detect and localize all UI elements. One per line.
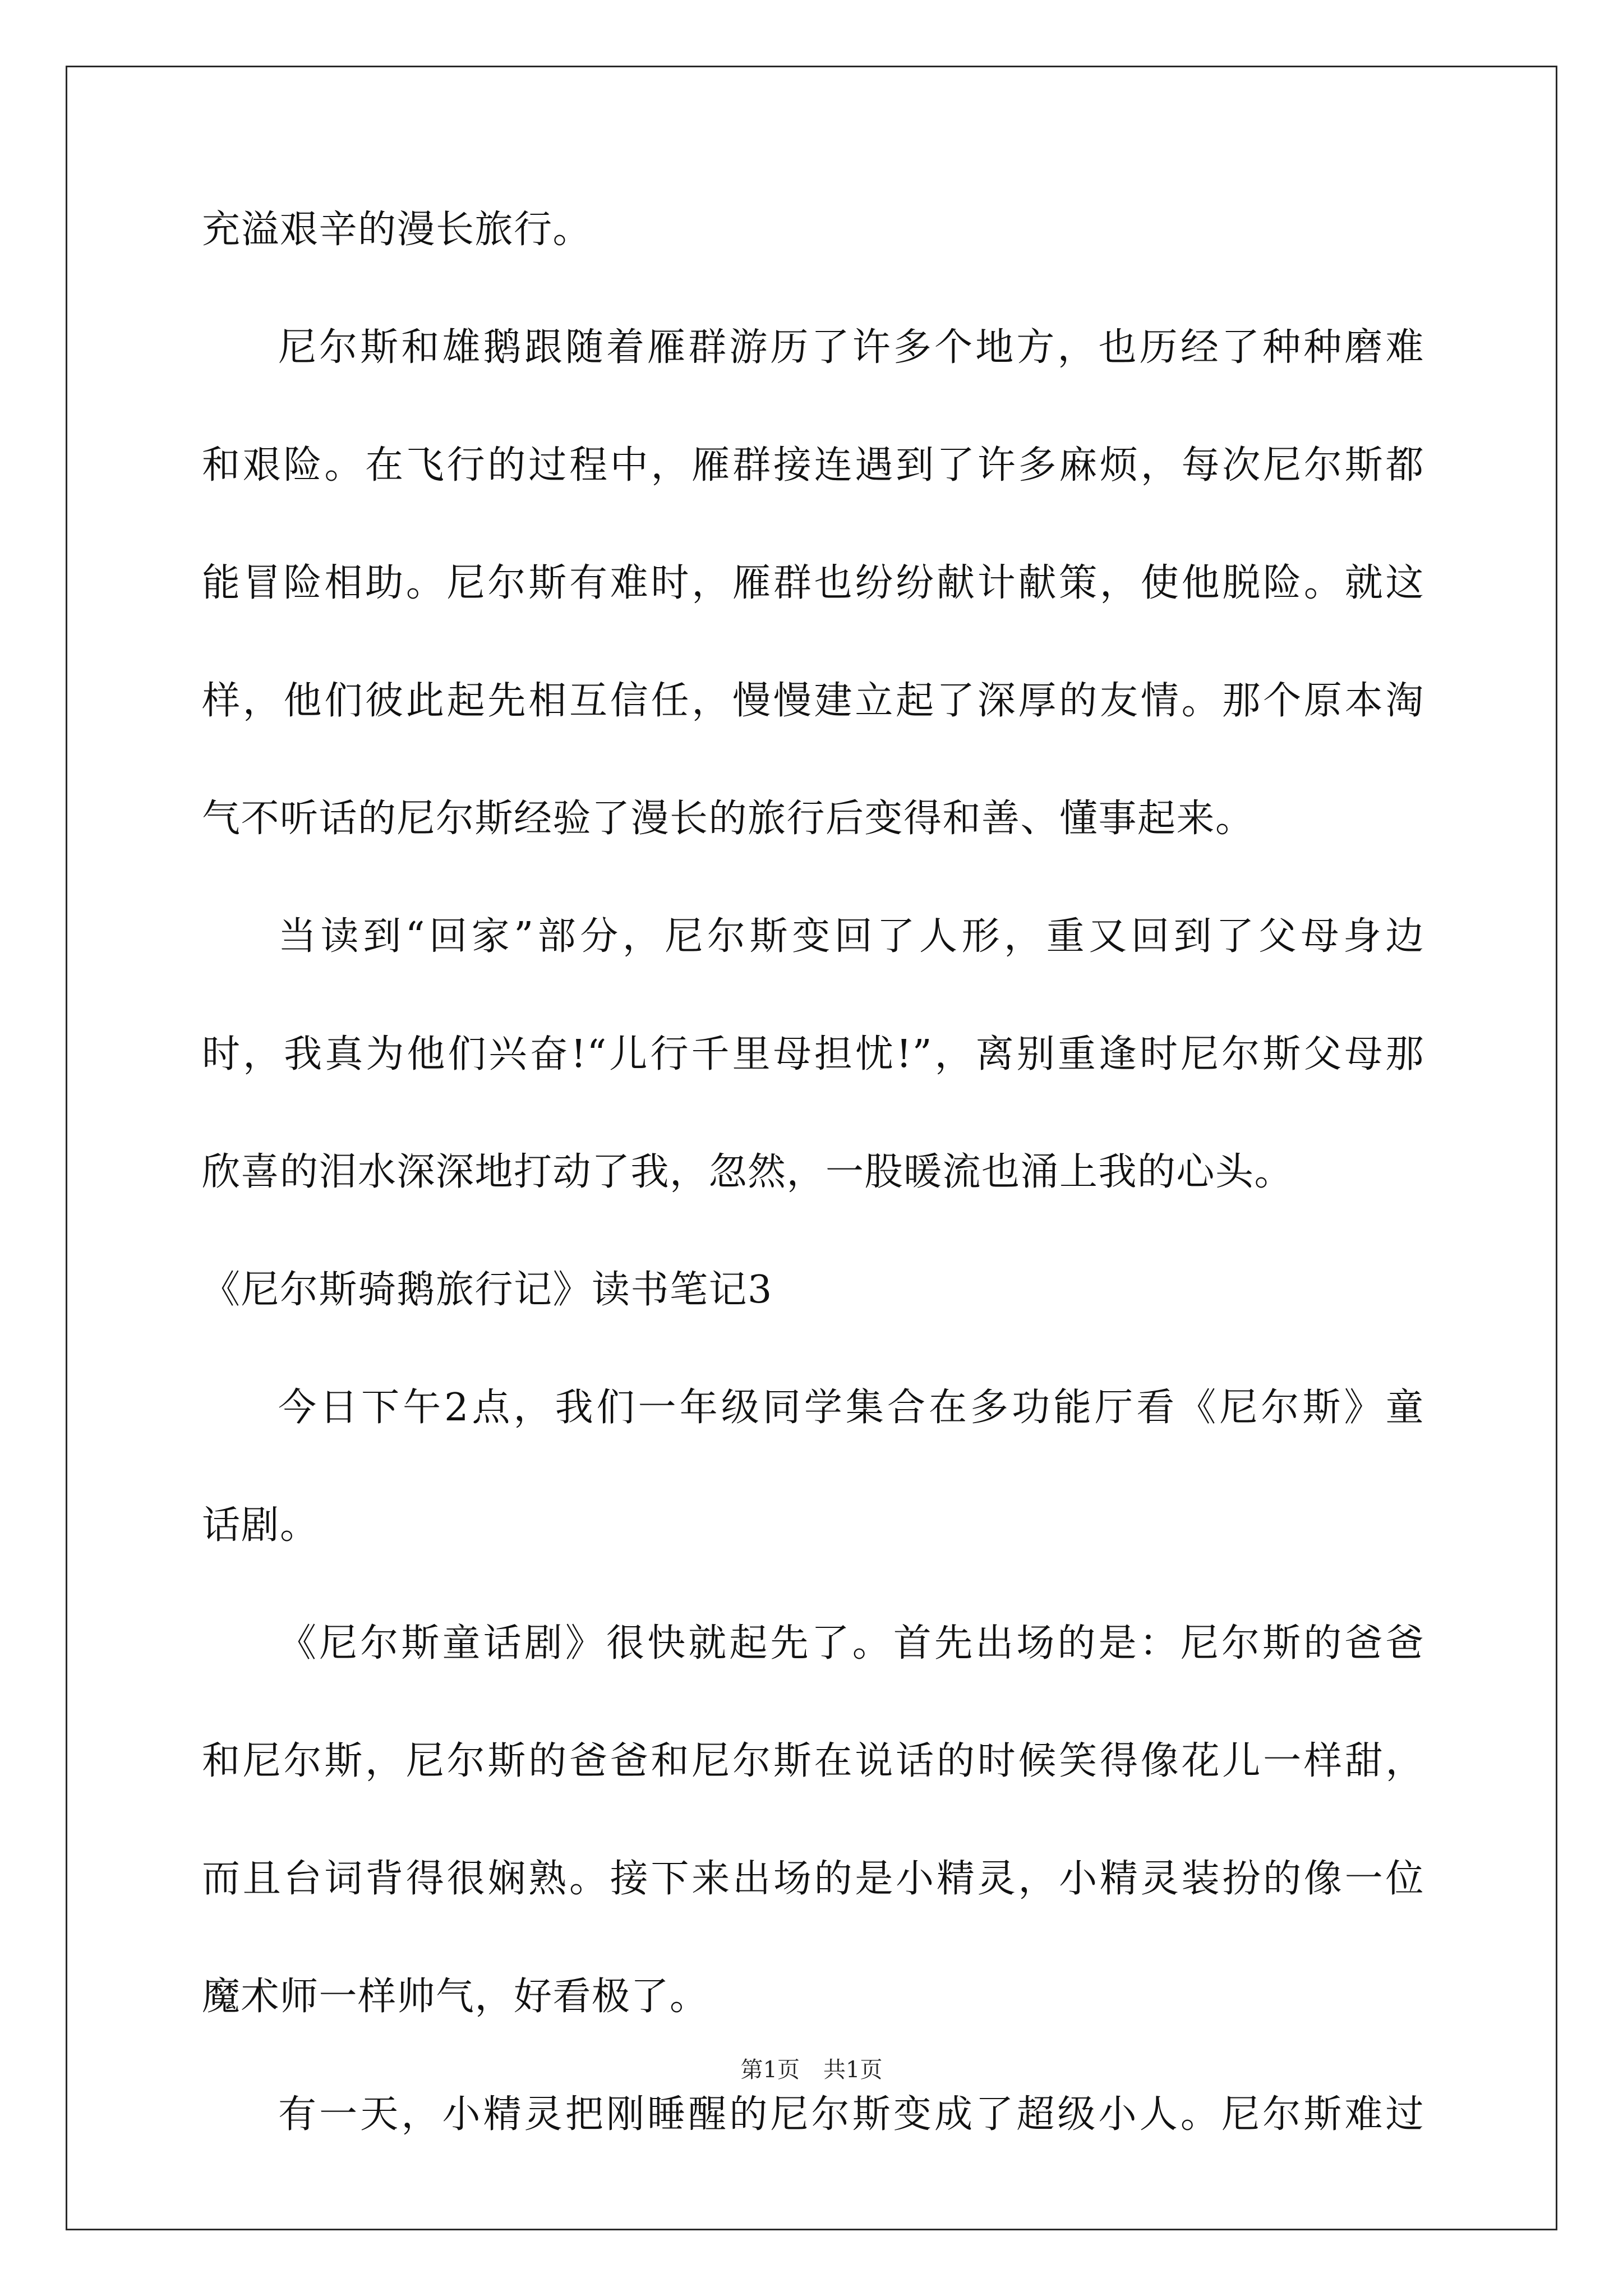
section-heading: 《尼尔斯骑鹅旅行记》读书笔记3 [202,1268,773,1312]
text-line: 时，我真为他们兴奋!“儿行千里母担忧!”，离别重逢时尼尔斯父母那 [202,1032,1424,1076]
text-line: 魔术师一样帅气，好看极了。 [202,1975,709,2019]
text-line: 样，他们彼此起先相互信任，慢慢建立起了深厚的友情。那个原本淘 [202,679,1424,723]
page-total: 共1页 [823,2057,883,2083]
text-line: 话剧。 [202,1503,319,1548]
text-line: 当读到“回家”部分，尼尔斯变回了人形，重又回到了父母身边 [278,914,1424,959]
text-line: 欣喜的泪水深深地打动了我，忽然，一股暖流也涌上我的心头。 [202,1150,1294,1194]
text-line: 有一天，小精灵把刚睡醒的尼尔斯变成了超级小人。尼尔斯难过 [278,2092,1424,2137]
text-line: 尼尔斯和雄鹅跟随着雁群游历了许多个地方，也历经了种种磨难 [278,325,1424,370]
page-number: 第1页 [740,2057,800,2083]
text-line: 能冒险相助。尼尔斯有难时，雁群也纷纷献计献策，使他脱险。就这 [202,561,1424,605]
text-line: 和尼尔斯，尼尔斯的爸爸和尼尔斯在说话的时候笑得像花儿一样甜， [202,1739,1424,1783]
text-line: 《尼尔斯童话剧》很快就起先了。首先出场的是：尼尔斯的爸爸 [278,1621,1424,1665]
page-footer [0,2054,1623,2086]
text-line: 今日下午2点，我们一年级同学集合在多功能厅看《尼尔斯》童 [278,1386,1424,1430]
text-line: 而且台词背得很娴熟。接下来出场的是小精灵，小精灵装扮的像一位 [202,1857,1424,1901]
text-line: 气不听话的尼尔斯经验了漫长的旅行后变得和善、懂事起来。 [202,797,1255,841]
text-line: 充溢艰辛的漫长旅行。 [202,208,592,252]
text-line: 和艰险。在飞行的过程中，雁群接连遇到了许多麻烦，每次尼尔斯都 [202,443,1424,487]
